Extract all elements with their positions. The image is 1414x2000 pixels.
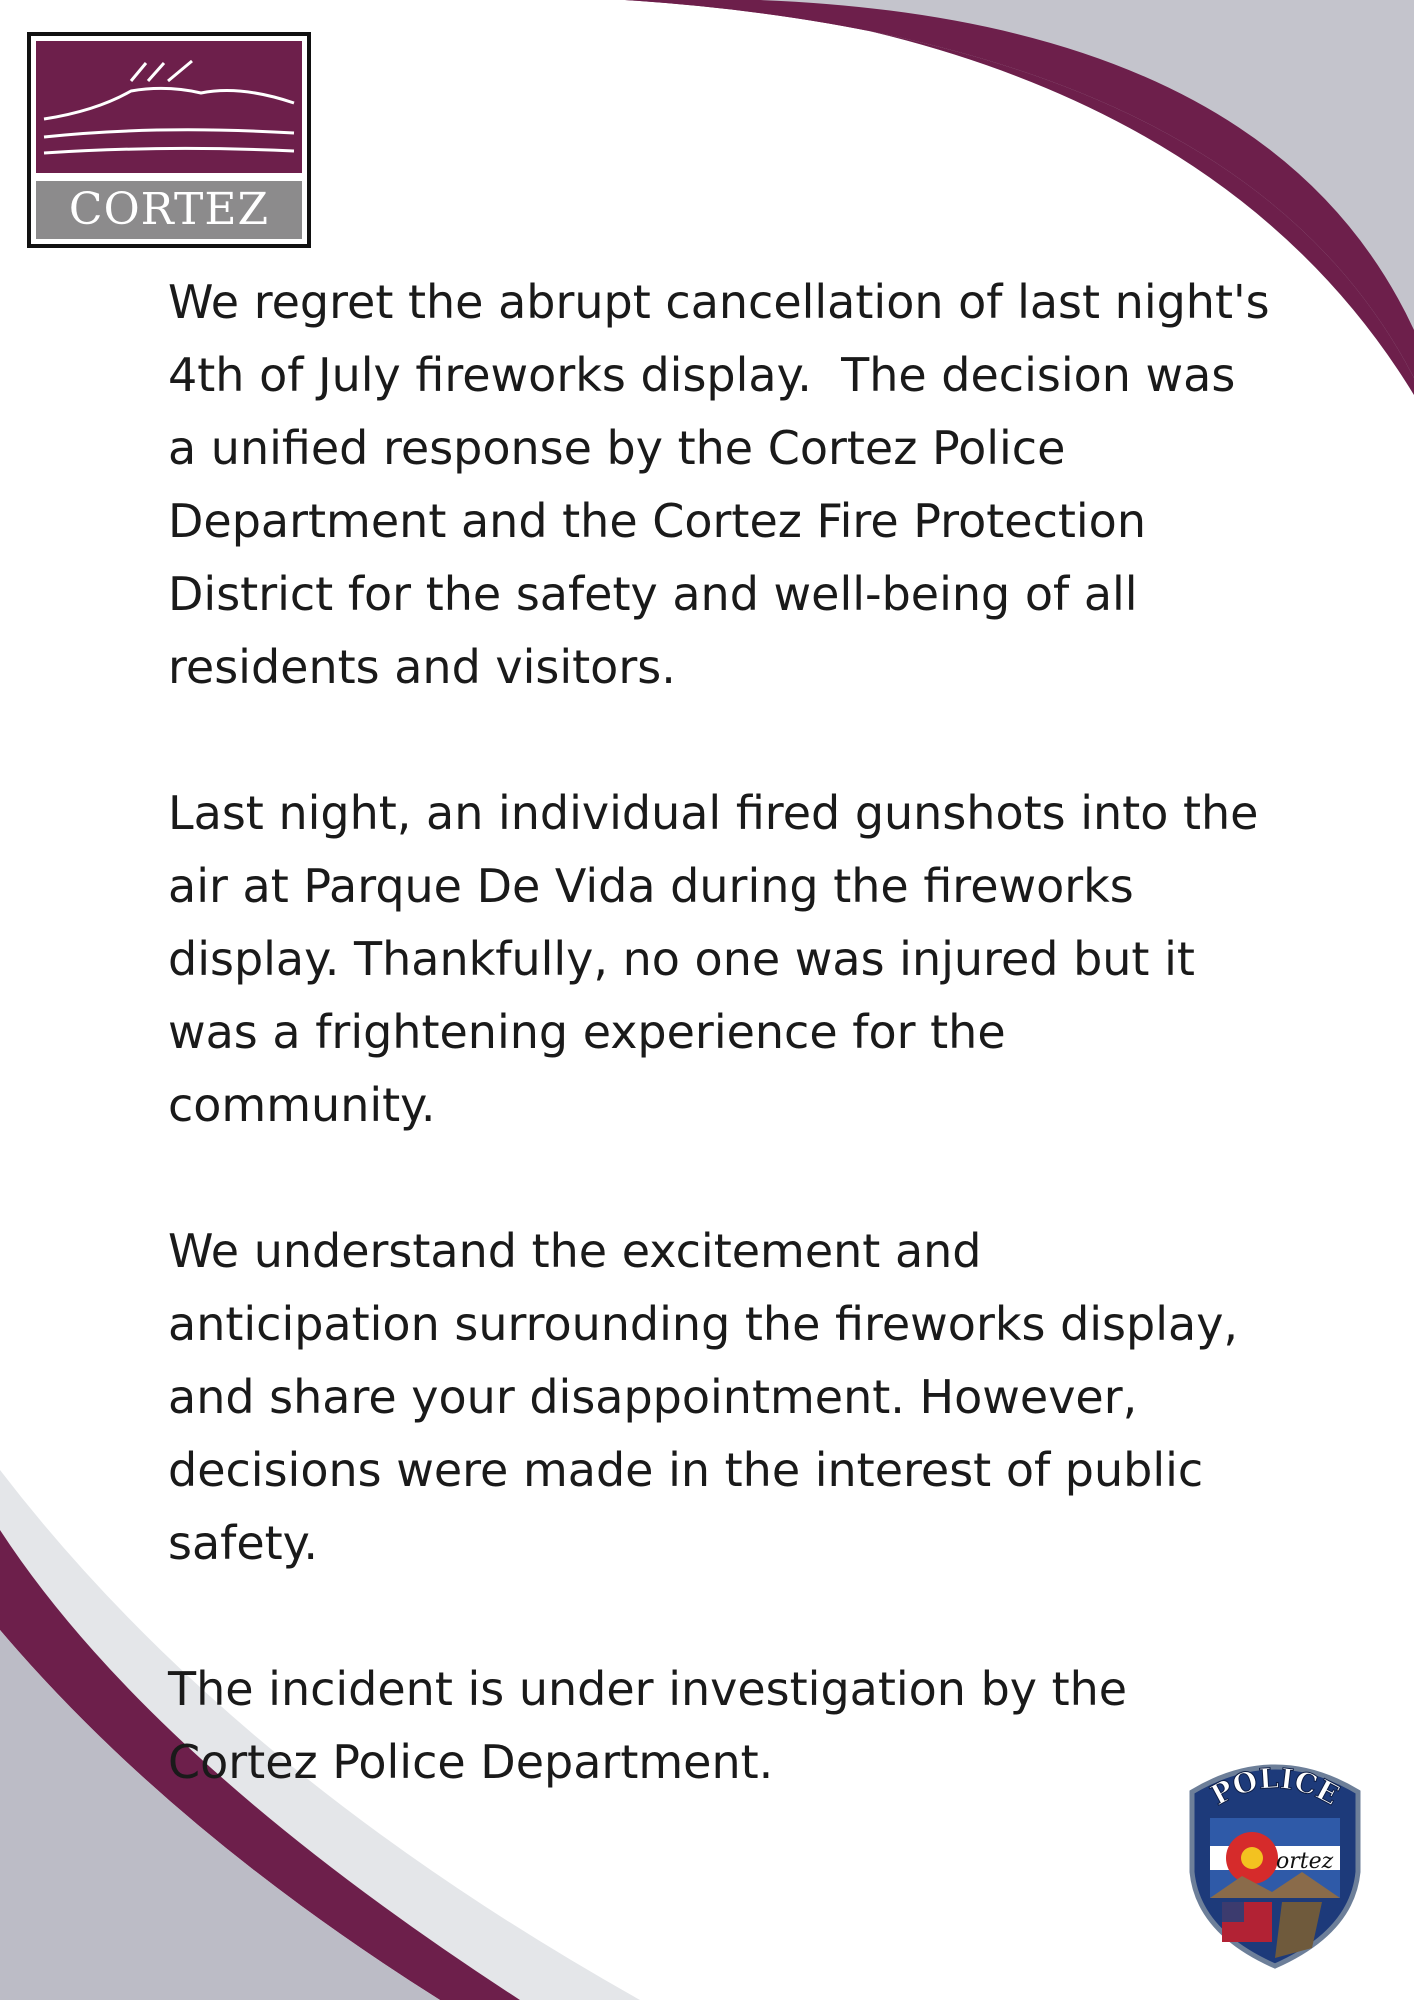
statement-line: display. Thankfully, no one was injured but it [168, 932, 1195, 986]
statement-line: Last night, an individual fired gunshots into the [168, 786, 1259, 840]
statement-line: air at Parque De Vida during the fireworks [168, 859, 1134, 913]
statement-paragraph [168, 777, 1308, 1142]
badge-script-text: ortez [1276, 1849, 1334, 1874]
statement-line: The incident is under investigation by the [168, 1662, 1128, 1716]
police-badge-icon [1182, 1752, 1368, 1970]
statement-line: was a frightening experience for the [168, 1005, 1006, 1059]
statement-line: 4th of July fireworks display. The decision was [168, 348, 1236, 402]
statement-line: Cortez Police Department. [168, 1735, 774, 1789]
logo-text: CORTEZ [36, 181, 302, 239]
statement-line: Department and the Cortez Fire Protection [168, 494, 1146, 548]
statement-body [168, 266, 1308, 1872]
statement-line: We regret the abrupt cancellation of last night's [168, 275, 1270, 329]
statement-line: We understand the excitement and [168, 1224, 982, 1278]
statement-line: safety. [168, 1516, 318, 1570]
statement-paragraph [168, 1215, 1308, 1580]
statement-line: residents and visitors. [168, 640, 676, 694]
statement-line: anticipation surrounding the fireworks display, [168, 1297, 1239, 1351]
statement-line: decisions were made in the interest of public [168, 1443, 1204, 1497]
badge-top-text: POLICE [1205, 1761, 1345, 1813]
mountain-landscape-icon [36, 41, 302, 173]
statement-paragraph [168, 1653, 1308, 1799]
statement-line: and share your disappointment. However, [168, 1370, 1138, 1424]
statement-line: community. [168, 1078, 436, 1132]
statement-line: a unified response by the Cortez Police [168, 421, 1066, 475]
statement-line: District for the safety and well-being of all [168, 567, 1138, 621]
cortez-logo [27, 32, 311, 248]
statement-paragraph [168, 266, 1308, 704]
